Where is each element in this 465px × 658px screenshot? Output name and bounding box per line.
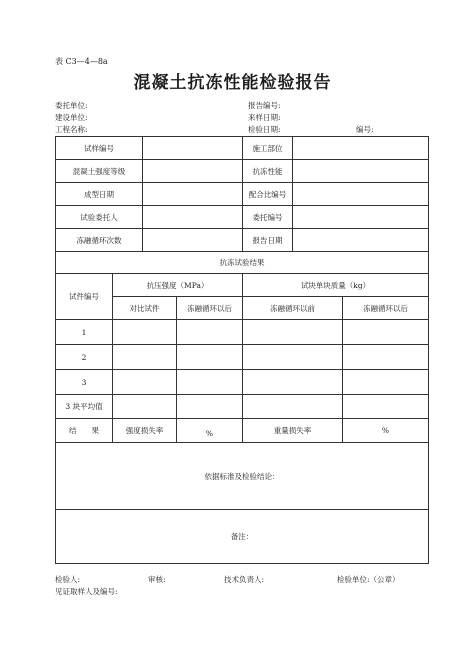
strength-loss-unit: % bbox=[205, 429, 214, 438]
results-heading: 抗冻试验结果 bbox=[56, 252, 429, 274]
technical-lead-label: 技术负责人: bbox=[224, 575, 265, 584]
average-control-value[interactable] bbox=[113, 395, 177, 419]
number-label: 编号: bbox=[356, 125, 374, 134]
remarks-section[interactable] bbox=[56, 510, 429, 564]
weight-loss-label: 重量损失率 bbox=[243, 419, 343, 443]
average-label: 3 块平均值 bbox=[56, 395, 113, 419]
control-specimen-header: 对比试件 bbox=[113, 297, 177, 320]
report-table bbox=[55, 136, 429, 564]
specimen-no-label: 试样编号 bbox=[56, 137, 143, 160]
forming-date-value[interactable] bbox=[143, 183, 243, 206]
weight-loss-unit: % bbox=[381, 426, 390, 435]
construction-part-value[interactable] bbox=[293, 137, 429, 160]
row2-mass-before-value[interactable] bbox=[243, 345, 343, 370]
average-after-value[interactable] bbox=[177, 395, 243, 419]
average-mass-after-value[interactable] bbox=[343, 395, 429, 419]
average-mass-before-value[interactable] bbox=[243, 395, 343, 419]
results-specimen-no-header: 试件编号 bbox=[56, 274, 113, 320]
cycles-value[interactable] bbox=[143, 229, 243, 252]
project-label: 工程名称: bbox=[55, 125, 88, 134]
entrusted-by-value[interactable] bbox=[143, 206, 243, 229]
mix-no-value[interactable] bbox=[293, 183, 429, 206]
forming-date-label: 成型日期 bbox=[56, 183, 143, 206]
specimen-no-value[interactable] bbox=[143, 137, 243, 160]
commission-no-label: 委托编号 bbox=[243, 206, 293, 229]
commission-no-value[interactable] bbox=[293, 206, 429, 229]
strength-loss-value[interactable] bbox=[177, 419, 243, 443]
after-cycles-mass-header: 冻融循环以后 bbox=[343, 297, 429, 320]
block-mass-header: 试块单块质量（kg） bbox=[243, 274, 429, 297]
row3-mass-after-value[interactable] bbox=[343, 370, 429, 395]
strength-grade-label: 混凝土强度等级 bbox=[56, 160, 143, 183]
page-title: 混凝土抗冻性能检验报告 bbox=[133, 73, 332, 93]
strength-loss-label: 强度损失率 bbox=[113, 419, 177, 443]
row3-after-value[interactable] bbox=[177, 370, 243, 395]
after-cycles-header: 冻融循环以后 bbox=[177, 297, 243, 320]
frost-performance-label: 抗冻性能 bbox=[243, 160, 293, 183]
weight-loss-value[interactable] bbox=[343, 419, 429, 443]
row1-control-value[interactable] bbox=[113, 320, 177, 345]
row1-mass-before-value[interactable] bbox=[243, 320, 343, 345]
row-label-3: 3 bbox=[56, 370, 113, 395]
row3-control-value[interactable] bbox=[113, 370, 177, 395]
client-label: 委托单位: bbox=[55, 101, 88, 110]
compressive-strength-header: 抗压强度（MPa） bbox=[113, 274, 243, 297]
sample-date-label: 来样日期: bbox=[248, 113, 281, 122]
report-date-label: 报告日期 bbox=[243, 229, 293, 252]
builder-label: 建设单位: bbox=[55, 113, 88, 122]
row3-mass-before-value[interactable] bbox=[243, 370, 343, 395]
row2-control-value[interactable] bbox=[113, 345, 177, 370]
conclusion-label: 依据标准及检验结论： bbox=[204, 471, 280, 481]
row-label-1: 1 bbox=[56, 320, 113, 345]
cycles-label: 冻融循环次数 bbox=[56, 229, 143, 252]
witness-label: 见证取样人及编号: bbox=[55, 587, 118, 596]
construction-part-label: 施工部位 bbox=[243, 137, 293, 160]
before-cycles-header: 冻融循环以前 bbox=[243, 297, 343, 320]
report-no-label: 报告编号: bbox=[248, 101, 281, 110]
inspector-label: 检验人: bbox=[55, 575, 81, 584]
frost-performance-value[interactable] bbox=[293, 160, 429, 183]
reviewer-label: 审核: bbox=[148, 575, 166, 584]
entrusted-by-label: 试验委托人 bbox=[56, 206, 143, 229]
row1-mass-after-value[interactable] bbox=[343, 320, 429, 345]
testing-unit-label: 检验单位:（公章） bbox=[337, 575, 400, 584]
test-date-label: 检验日期: bbox=[248, 125, 281, 134]
mix-no-label: 配合比编号 bbox=[243, 183, 293, 206]
row2-after-value[interactable] bbox=[177, 345, 243, 370]
result-label: 结 果 bbox=[56, 419, 113, 443]
row-label-2: 2 bbox=[56, 345, 113, 370]
row1-after-value[interactable] bbox=[177, 320, 243, 345]
strength-grade-value[interactable] bbox=[143, 160, 243, 183]
form-code: 表 C3—4—8a bbox=[55, 57, 108, 66]
row2-mass-after-value[interactable] bbox=[343, 345, 429, 370]
report-date-value[interactable] bbox=[293, 229, 429, 252]
conclusion-section[interactable] bbox=[56, 443, 429, 510]
remarks-label: 备注： bbox=[230, 532, 254, 541]
